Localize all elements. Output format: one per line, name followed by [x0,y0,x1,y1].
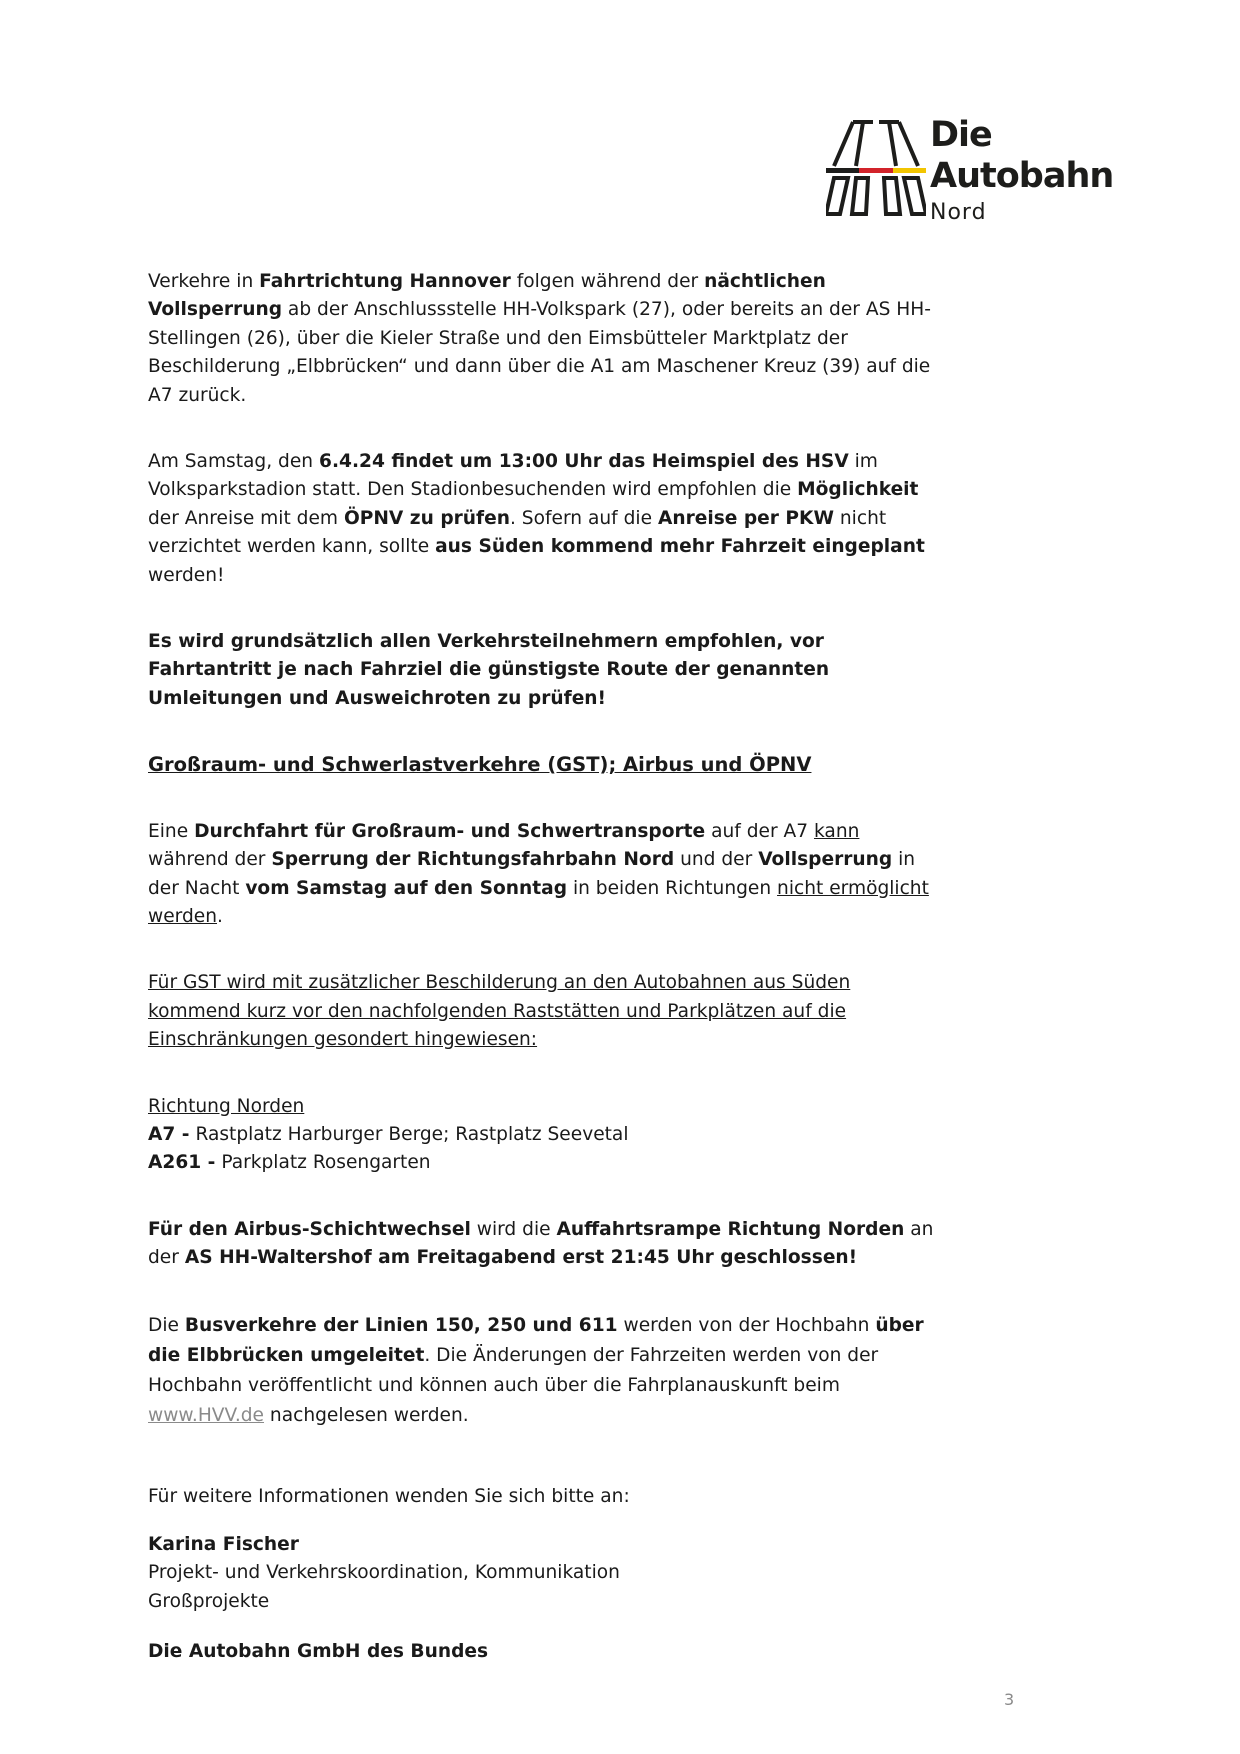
text: während der [148,849,272,871]
text: Parkplatz Rosengarten [215,1152,431,1174]
text-bold: aus Süden kommend mehr Fahrzeit eingeplant [435,536,925,558]
paragraph-hannover-detour [148,268,938,410]
text: und der [674,849,759,871]
paragraph-bus [148,1311,938,1431]
text-underline: nicht ermöglicht werden [148,877,929,927]
text-bold: A261 - [148,1152,216,1174]
page-number: 3 [1004,1690,1015,1709]
text-underline: kann [813,820,860,842]
text: folgen während der [510,271,705,292]
text: werden! [148,564,225,586]
text-bold: Sperrung der Richtungsfahrbahn Nord [271,849,675,871]
text: Die [148,1314,185,1336]
logo-wordmark [930,114,1113,230]
text: . [217,905,223,927]
text-bold: vom Samstag auf den Sonntag [245,877,568,899]
paragraph-gst-passage [148,818,938,932]
text: in beiden Richtungen [567,877,778,899]
text: auf der A7 [705,820,814,842]
text-bold: Busverkehre der Linien 150, 250 und 611 [184,1314,618,1336]
text: Am Samstag, den [148,451,319,473]
paragraph-gst-signage: Für GST wird mit zusätzlicher Beschilderung an den Autobahnen aus Süden kommend kurz vor den nachfolgenden Raststätten und Parkplätzen auf die Einschränkungen gesondert hingewiesen: [148,972,851,1051]
text-bold: Die Autobahn GmbH des Bundes [148,1641,489,1663]
autobahn-road-icon [826,118,926,218]
text: im Volksparkstadion statt. Den Stadionbesuchenden wird empfohlen die [148,451,878,501]
logo-line-nord: Nord [930,200,987,225]
text-bold: über die Elbbrücken umgeleitet [148,1314,924,1366]
text-bold: A7 - [148,1123,190,1145]
paragraph-hsv-match [148,448,938,590]
hvv-link[interactable]: www.HVV.de [148,1404,265,1426]
a261-parkplatz-line [148,1149,938,1177]
text-bold: Für den Airbus-Schichtwechsel [148,1218,471,1240]
text: Verkehre in [148,271,260,292]
text-bold: ÖPNV zu prüfen [343,507,510,529]
text-bold: Es wird grundsätzlich allen Verkehrsteilnehmern empfohlen, vor Fahrtantritt je nach Fahrziel die günstigste Route der genannten Umleitungen und Ausweichroten zu prüfen! [148,631,830,709]
text: . Sofern auf die [509,507,658,529]
autobahn-logo [826,115,1114,225]
contact-role: Projekt- und Verkehrskoordination, Kommunikation [148,1562,620,1584]
text: Eine [148,820,195,842]
contact-intro: Für weitere Informationen wenden Sie sich bitte an: [148,1485,630,1507]
document-body [148,268,938,1667]
text-bold: Vollsperrung [758,849,893,871]
text: werden von der Hochbahn [617,1314,876,1336]
richtung-title: Richtung Norden [148,1095,305,1117]
text-bold: 6.4.24 findet um 13:00 Uhr das Heimspiel des HSV [319,451,849,473]
text: . Die Änderungen der Fahrzeiten werden von der Hochbahn veröffentlicht und können auch über die Fahrplanauskunft beim [148,1344,879,1396]
text: nicht verzichtet werden kann, sollte [148,507,887,558]
text: der Anreise mit dem [148,507,344,529]
text-bold: AS HH-Waltershof am Freitagabend erst 21:45 Uhr geschlossen! [184,1247,858,1269]
paragraph-recommendation [148,628,938,713]
text: an der [148,1218,934,1269]
logo-line-autobahn: Autobahn [930,156,1114,196]
text: in der Nacht [148,849,916,899]
contact-dept: Großprojekte [148,1590,270,1612]
text-bold: Anreise per PKW [657,507,834,529]
contact-org [148,1638,938,1666]
logo-line-die: Die [930,115,992,155]
text-bold: Fahrtrichtung Hannover [259,271,511,292]
text-bold: Auffahrtsrampe Richtung Norden [556,1218,905,1240]
paragraph-airbus [148,1216,938,1273]
text: wird die [470,1218,557,1240]
text: nachgelesen werden. [264,1404,469,1426]
text-bold: nächtlichen Vollsperrung [148,271,826,321]
text: Rastplatz Harburger Berge; Rastplatz Seevetal [189,1123,629,1145]
text-bold: Durchfahrt für Großraum- und Schwertransporte [194,820,706,842]
a7-rastplatz-line [148,1121,938,1149]
section-heading: Großraum- und Schwerlastverkehre (GST); Airbus und ÖPNV [148,753,812,777]
text-bold: Karina Fischer [148,1533,299,1555]
contact-name [148,1531,938,1559]
text: ab der Anschlussstelle HH-Volkspark (27), oder bereits an der AS HH-Stellingen (26), über die Kieler Straße und den Eimsbütteler Marktplatz der Beschilderung „Elbbrücken“ und dann über die A1 am Maschener Kreuz (39) auf die A7 zurück. [148,299,931,406]
text-bold: Möglichkeit [797,479,919,501]
